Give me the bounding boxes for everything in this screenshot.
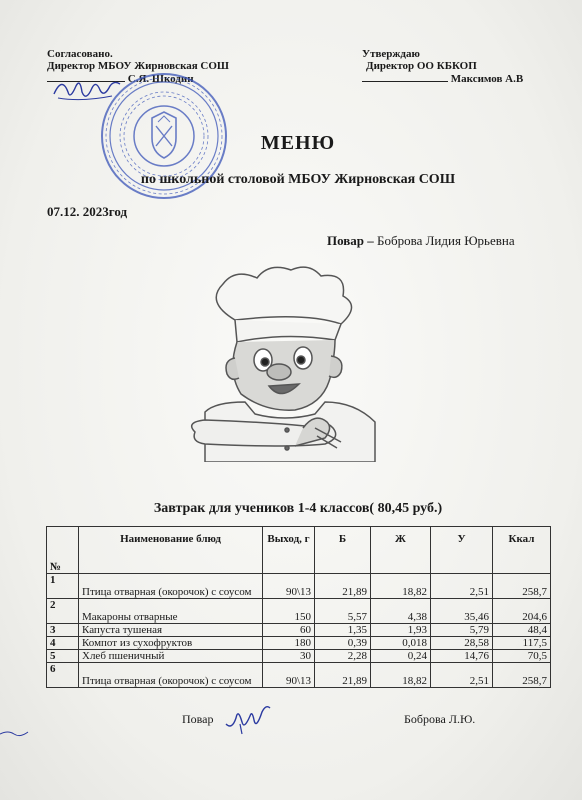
- dish-output: 90\13: [263, 574, 315, 599]
- column-header: У: [431, 527, 493, 574]
- dish-protein: 21,89: [315, 574, 371, 599]
- dish-protein: 1,35: [315, 624, 371, 637]
- table-row: [47, 637, 551, 650]
- dish-kcal: 258,7: [493, 663, 551, 688]
- dish-name: Хлеб пшеничный: [79, 650, 263, 663]
- page-title: МЕНЮ: [260, 132, 336, 154]
- approval-left-line2: Директор МБОУ Жирновская СОШ: [47, 60, 230, 72]
- table-row: [47, 624, 551, 637]
- dish-protein: 0,39: [315, 637, 371, 650]
- dish-carbs: 28,58: [431, 637, 493, 650]
- menu-table: [46, 526, 551, 688]
- dish-name: Птица отварная (окорочок) с соусом: [79, 663, 263, 688]
- approval-block-right: [362, 48, 523, 85]
- table-header-row: [47, 527, 551, 574]
- approval-right-line3-wrap: [362, 72, 523, 85]
- column-header: Выход, г: [263, 527, 315, 574]
- approval-right-line1: Утверждаю: [362, 48, 420, 60]
- row-number: 1: [47, 574, 79, 599]
- column-header: №: [47, 527, 79, 574]
- dish-protein: 21,89: [315, 663, 371, 688]
- dish-carbs: 2,51: [431, 663, 493, 688]
- dish-fat: 1,93: [371, 624, 431, 637]
- dish-kcal: 117,5: [493, 637, 551, 650]
- dish-carbs: 2,51: [431, 574, 493, 599]
- dish-carbs: 35,46: [431, 599, 493, 624]
- dish-carbs: 5,79: [431, 624, 493, 637]
- menu-date: 07.12. 2023год: [47, 204, 128, 219]
- cook-name: Боброва Лидия Юрьевна: [377, 233, 515, 248]
- row-number: 3: [47, 624, 79, 637]
- dish-protein: 5,57: [315, 599, 371, 624]
- footer-cook-name: Боброва Л.Ю.: [404, 712, 476, 726]
- table-row: [47, 599, 551, 624]
- approval-right-line3: Максимов А.В: [450, 73, 524, 85]
- column-header: Ккал: [493, 527, 551, 574]
- signature-blank-right: [362, 72, 448, 82]
- dish-output: 30: [263, 650, 315, 663]
- table-row: [47, 650, 551, 663]
- page-subtitle: по школьной столовой МБОУ Жирновская СОШ: [140, 172, 456, 187]
- dish-name: Птица отварная (окорочок) с соусом: [79, 574, 263, 599]
- chef-illustration-icon: [165, 262, 415, 462]
- approval-left-line1: Согласовано.: [47, 48, 113, 60]
- dish-output: 90\13: [263, 663, 315, 688]
- cook-line: [327, 233, 515, 249]
- section-title: Завтрак для учеников 1-4 классов( 80,45 руб.): [153, 501, 443, 516]
- dish-output: 150: [263, 599, 315, 624]
- dish-fat: 0,24: [371, 650, 431, 663]
- dish-kcal: 204,6: [493, 599, 551, 624]
- footer-cook-label: Повар: [182, 712, 214, 726]
- approval-left-line3: С.Я. Шкодин: [127, 73, 194, 85]
- row-number: 6: [47, 663, 79, 688]
- dish-fat: 0,018: [371, 637, 431, 650]
- dish-fat: 18,82: [371, 663, 431, 688]
- dish-carbs: 14,76: [431, 650, 493, 663]
- row-number: 5: [47, 650, 79, 663]
- dish-name: Макароны отварные: [79, 599, 263, 624]
- dish-name: Компот из сухофруктов: [79, 637, 263, 650]
- table-row: [47, 663, 551, 688]
- dish-name: Капуста тушеная: [79, 624, 263, 637]
- column-header: Ж: [371, 527, 431, 574]
- row-number: 2: [47, 599, 79, 624]
- dish-kcal: 258,7: [493, 574, 551, 599]
- dish-fat: 4,38: [371, 599, 431, 624]
- column-header: Б: [315, 527, 371, 574]
- dish-kcal: 48,4: [493, 624, 551, 637]
- ink-mark-icon: [0, 728, 30, 738]
- table-row: [47, 574, 551, 599]
- dish-kcal: 70,5: [493, 650, 551, 663]
- dish-fat: 18,82: [371, 574, 431, 599]
- cook-label: Повар –: [327, 233, 374, 248]
- director-signature-icon: [52, 72, 122, 106]
- approval-right-line2: Директор ОО КБКОП: [366, 60, 477, 72]
- dish-protein: 2,28: [315, 650, 371, 663]
- column-header: Наименование блюд: [79, 527, 263, 574]
- dish-output: 180: [263, 637, 315, 650]
- row-number: 4: [47, 637, 79, 650]
- dish-output: 60: [263, 624, 315, 637]
- cook-signature-icon: [222, 700, 272, 736]
